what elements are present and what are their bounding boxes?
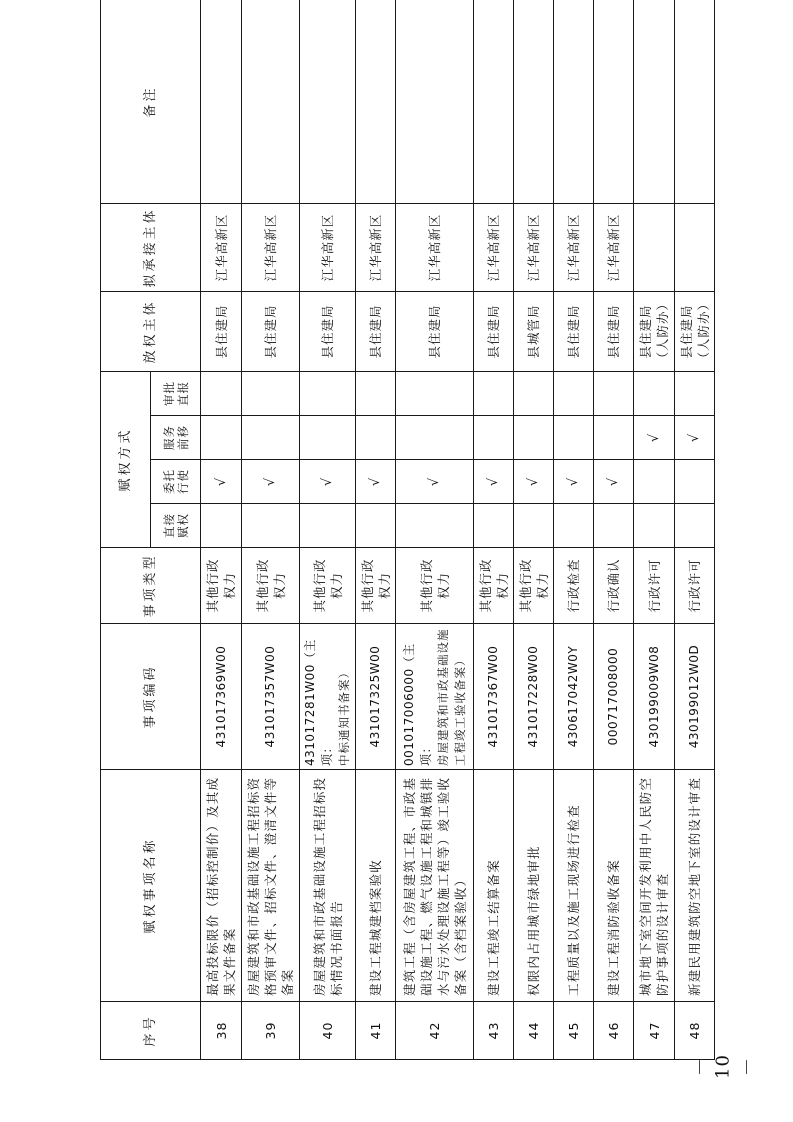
- code-value: 431017228W00: [526, 645, 540, 748]
- cell-remark: [594, 0, 634, 203]
- grantor-value: 县城管局: [526, 304, 541, 359]
- cell-grantor: [300, 291, 356, 371]
- cell-code: [675, 624, 715, 770]
- table-row: [514, 0, 554, 1060]
- code-value: 430199012W0D: [687, 644, 701, 749]
- code-value: 431017367W00: [486, 645, 500, 748]
- cell-method-service: [201, 416, 242, 460]
- cell-code: [300, 624, 356, 770]
- code-value: 001017006000（主项：: [401, 643, 433, 766]
- header-code: 事项编码: [101, 624, 201, 770]
- cell-method-approval: [300, 371, 356, 415]
- cell-grantor: [474, 291, 514, 371]
- code-value: 000717008000: [606, 647, 620, 746]
- code-value: 431017281W00（主项：: [303, 639, 334, 766]
- cell-method-entrust: √: [554, 460, 594, 504]
- cell-method-service: [554, 416, 594, 460]
- header-seq: 序号: [101, 1002, 201, 1060]
- cell-method-approval: [634, 371, 675, 415]
- grantor-value: 县住建局: [263, 304, 278, 359]
- cell-name: 最高投标限价（招标控制价）及其成果文件备案: [201, 770, 242, 1002]
- grantor-value: 县住建局: [427, 304, 442, 359]
- table-row: [396, 0, 474, 1060]
- cell-method-entrust: √: [474, 460, 514, 504]
- cell-code: [356, 624, 396, 770]
- cell-name: 房屋建筑和市政基础设施工程招标资格预审文件、招标文件、澄清文件等备案: [242, 770, 300, 1002]
- cell-method-direct: [514, 504, 554, 548]
- cell-method-direct: [594, 504, 634, 548]
- header-method-approval: 审批直报: [151, 371, 201, 415]
- cell-method-approval: [554, 371, 594, 415]
- table-header-row: [101, 0, 151, 1060]
- cell-recipient: 江华高新区: [514, 203, 554, 291]
- grantor-value: 县住建局: [486, 304, 501, 359]
- type-value: 其他行政权力: [254, 558, 287, 613]
- cell-seq: 44: [514, 1002, 554, 1060]
- grantor-value: 县住建局: [566, 304, 581, 359]
- cell-type: [242, 548, 300, 624]
- cell-remark: [300, 0, 356, 203]
- cell-code: [634, 624, 675, 770]
- cell-seq: 42: [396, 1002, 474, 1060]
- cell-method-entrust: √: [242, 460, 300, 504]
- cell-method-service: √: [634, 416, 675, 460]
- cell-type: [675, 548, 715, 624]
- type-value: 行政许可: [646, 558, 662, 613]
- header-recipient: 拟承接主体: [101, 203, 201, 291]
- table-row: [201, 0, 242, 1060]
- cell-grantor: [594, 291, 634, 371]
- cell-recipient: 江华高新区: [300, 203, 356, 291]
- empowerment-items-table: [100, 0, 715, 1060]
- cell-method-direct: [201, 504, 242, 548]
- grantor-value: 县住建局: [606, 304, 621, 359]
- cell-method-approval: [675, 371, 715, 415]
- cell-method-entrust: √: [514, 460, 554, 504]
- code-value: 430617042W0Y: [566, 645, 580, 748]
- cell-code: [242, 624, 300, 770]
- table-body: [201, 0, 715, 1060]
- cell-remark: [396, 0, 474, 203]
- cell-seq: 47: [634, 1002, 675, 1060]
- cell-method-service: [300, 416, 356, 460]
- cell-name: 建筑工程（含房屋建筑工程、市政基础设施工程、燃气设施工程和城镇排水与污水处理设施工程等）竣工验收备案（含档案验收）: [396, 770, 474, 1002]
- type-value: 其他行政权力: [311, 558, 344, 613]
- type-value: 其他行政权力: [205, 558, 237, 613]
- cell-method-approval: [201, 371, 242, 415]
- cell-method-entrust: √: [594, 460, 634, 504]
- cell-method-entrust: [675, 460, 715, 504]
- cell-method-approval: [356, 371, 396, 415]
- cell-code: [396, 624, 474, 770]
- cell-method-direct: [634, 504, 675, 548]
- cell-grantor: [201, 291, 242, 371]
- cell-method-direct: [356, 504, 396, 548]
- cell-remark: [201, 0, 242, 203]
- cell-method-service: √: [675, 416, 715, 460]
- cell-remark: [675, 0, 715, 203]
- cell-method-service: [356, 416, 396, 460]
- cell-method-direct: [242, 504, 300, 548]
- cell-seq: 40: [300, 1002, 356, 1060]
- table-row: [356, 0, 396, 1060]
- cell-seq: 38: [201, 1002, 242, 1060]
- rotated-table-container: [100, 85, 711, 1060]
- cell-code: [554, 624, 594, 770]
- type-value: 行政检查: [566, 558, 581, 613]
- cell-seq: 45: [554, 1002, 594, 1060]
- header-grantor: 放权主体: [101, 291, 201, 371]
- cell-recipient: 江华高新区: [594, 203, 634, 291]
- cell-type: [554, 548, 594, 624]
- cell-type: [396, 548, 474, 624]
- cell-code: [474, 624, 514, 770]
- cell-code: [514, 624, 554, 770]
- cell-name: 新建民用建筑防空地下室的设计审查: [675, 770, 715, 1002]
- cell-remark: [242, 0, 300, 203]
- cell-grantor: [675, 291, 715, 371]
- code-value: 431017325W00: [368, 645, 382, 748]
- cell-method-service: [594, 416, 634, 460]
- cell-method-entrust: √: [396, 460, 474, 504]
- cell-method-approval: [514, 371, 554, 415]
- type-value: 其他行政权力: [418, 558, 451, 613]
- type-value: 其他行政权力: [517, 558, 550, 613]
- cell-method-entrust: √: [300, 460, 356, 504]
- cell-seq: 48: [675, 1002, 715, 1060]
- cell-remark: [514, 0, 554, 203]
- header-method-entrust: 委托行使: [151, 460, 201, 504]
- cell-remark: [356, 0, 396, 203]
- cell-recipient: 江华高新区: [201, 203, 242, 291]
- header-method-direct: 直接赋权: [151, 504, 201, 548]
- cell-method-direct: [554, 504, 594, 548]
- cell-recipient: 江华高新区: [396, 203, 474, 291]
- cell-recipient: [634, 203, 675, 291]
- header-remark: 备注: [101, 0, 201, 203]
- cell-grantor: [514, 291, 554, 371]
- header-method-group: 赋权方式: [101, 371, 151, 547]
- type-value: 行政许可: [687, 558, 702, 613]
- cell-type: [201, 548, 242, 624]
- cell-method-service: [242, 416, 300, 460]
- table-row: [675, 0, 715, 1060]
- cell-grantor: [356, 291, 396, 371]
- cell-recipient: 江华高新区: [554, 203, 594, 291]
- cell-method-direct: [300, 504, 356, 548]
- table-row: [300, 0, 356, 1060]
- cell-grantor: [396, 291, 474, 371]
- cell-method-service: [396, 416, 474, 460]
- cell-code: [594, 624, 634, 770]
- grantor-value: 县住建局（人防办）: [678, 296, 711, 365]
- cell-grantor: [242, 291, 300, 371]
- cell-name: 建设工程消防验收备案: [594, 770, 634, 1002]
- cell-method-approval: [474, 371, 514, 415]
- code-note: 房屋建筑和市政基础设施工程竣工验收备案）: [435, 628, 467, 766]
- table-row: [554, 0, 594, 1060]
- cell-type: [474, 548, 514, 624]
- table-row: [242, 0, 300, 1060]
- page-number: － 10 －: [690, 1054, 759, 1079]
- cell-type: [356, 548, 396, 624]
- cell-remark: [554, 0, 594, 203]
- cell-name: 建设工程竣工结算备案: [474, 770, 514, 1002]
- cell-grantor: [634, 291, 675, 371]
- cell-method-approval: [396, 371, 474, 415]
- grantor-value: 县住建局（人防办）: [638, 296, 670, 365]
- cell-remark: [634, 0, 675, 203]
- cell-recipient: 江华高新区: [474, 203, 514, 291]
- cell-seq: 41: [356, 1002, 396, 1060]
- code-note: 中标通知书备案）: [337, 666, 351, 766]
- type-value: 行政确认: [606, 558, 621, 613]
- cell-method-service: [474, 416, 514, 460]
- grantor-value: 县住建局: [320, 304, 335, 359]
- grantor-value: 县住建局: [368, 304, 383, 359]
- cell-seq: 46: [594, 1002, 634, 1060]
- header-method-service: 服务前移: [151, 416, 201, 460]
- table-row: [474, 0, 514, 1060]
- cell-method-direct: [474, 504, 514, 548]
- cell-recipient: 江华高新区: [356, 203, 396, 291]
- cell-recipient: [675, 203, 715, 291]
- code-value: 431017369W00: [213, 645, 228, 748]
- cell-type: [300, 548, 356, 624]
- header-name: 赋权事项名称: [101, 770, 201, 1002]
- cell-code: [201, 624, 242, 770]
- cell-name: 建设工程城建档案验收: [356, 770, 396, 1002]
- cell-method-entrust: √: [356, 460, 396, 504]
- cell-method-direct: [396, 504, 474, 548]
- cell-method-entrust: [634, 460, 675, 504]
- table-row: [634, 0, 675, 1060]
- cell-name: 权限内占用城市绿地审批: [514, 770, 554, 1002]
- cell-remark: [474, 0, 514, 203]
- cell-name: 城市地下室空间开发利用中人民防空防护事项的设计审查: [634, 770, 675, 1002]
- cell-method-entrust: √: [201, 460, 242, 504]
- table-row: [594, 0, 634, 1060]
- cell-method-approval: [594, 371, 634, 415]
- code-value: 430199009W08: [646, 645, 661, 748]
- type-value: 其他行政权力: [477, 558, 510, 613]
- code-value: 431017357W00: [263, 645, 277, 748]
- cell-grantor: [554, 291, 594, 371]
- header-type: 事项类型: [101, 548, 201, 624]
- cell-seq: 43: [474, 1002, 514, 1060]
- cell-name: 房屋建筑和市政基础设施工程招标投标情况书面报告: [300, 770, 356, 1002]
- cell-type: [594, 548, 634, 624]
- cell-method-approval: [242, 371, 300, 415]
- type-value: 其他行政权力: [359, 558, 392, 613]
- cell-seq: 39: [242, 1002, 300, 1060]
- grantor-value: 县住建局: [213, 304, 229, 359]
- cell-name: 工程质量以及施工现场进行检查: [554, 770, 594, 1002]
- cell-type: [514, 548, 554, 624]
- cell-method-direct: [675, 504, 715, 548]
- cell-recipient: 江华高新区: [242, 203, 300, 291]
- cell-type: [634, 548, 675, 624]
- cell-method-service: [514, 416, 554, 460]
